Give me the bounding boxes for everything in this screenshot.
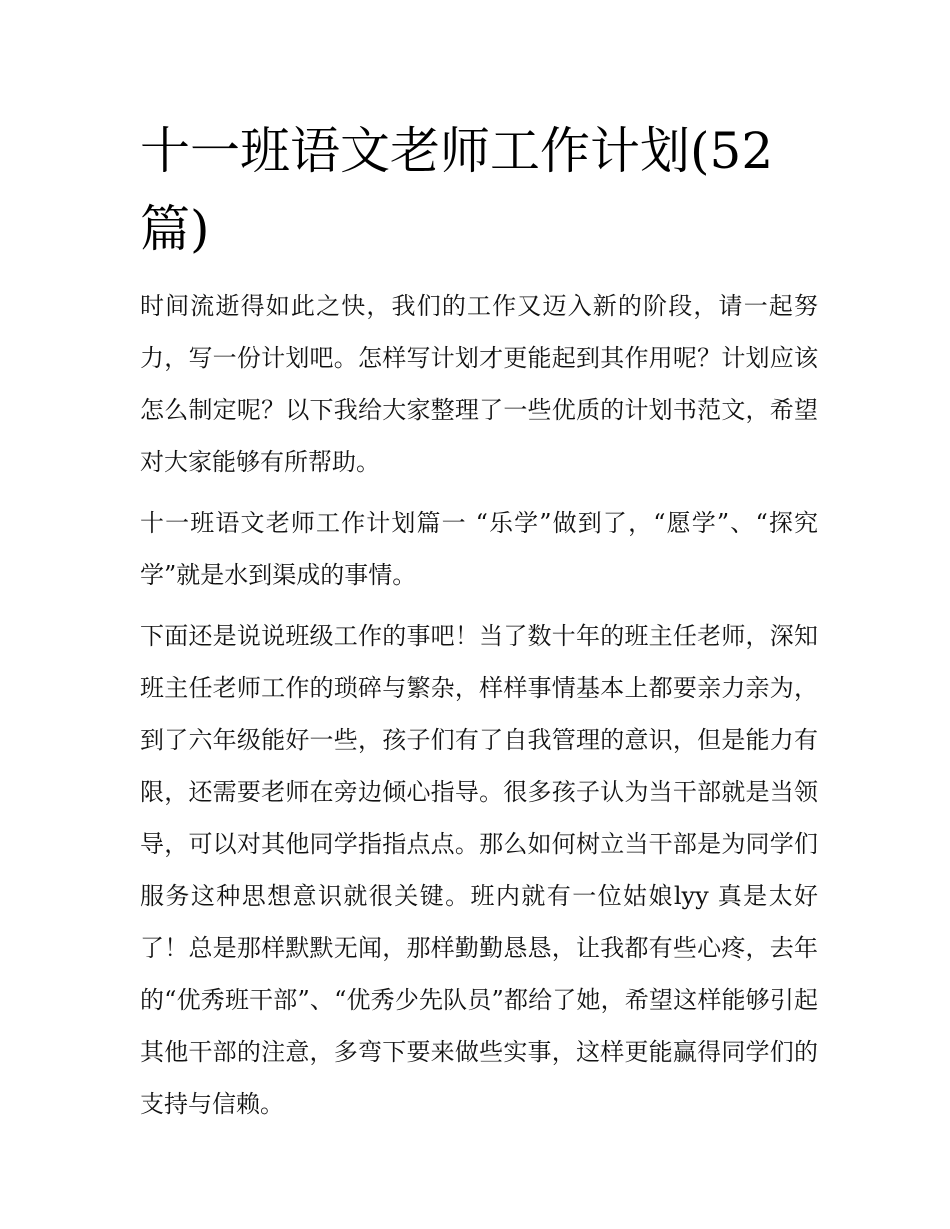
paragraph-intro: 时间流逝得如此之快，我们的工作又迈入新的阶段，请一起努力，写一份计划吧。怎样写计划才更能起到其作用呢？计划应该怎么制定呢？以下我给大家整理了一些优质的计划书范文，希望对大家能够有所帮助。 — [140, 292, 818, 476]
paragraph-chapter-one: 十一班语文老师工作计划篇一 “乐学”做到了，“愿学”、“探究学”就是水到渠成的事情。 — [140, 509, 818, 589]
document-title: 十一班语文老师工作计划(52篇) — [140, 122, 774, 258]
paragraph-class-work: 下面还是说说班级工作的事吧！当了数十年的班主任老师，深知班主任老师工作的琐碎与繁杂，样样事情基本上都要亲力亲为，到了六年级能好一些，孩子们有了自我管理的意识，但是能力有限，还需要老师在旁边倾心指导。很多孩子认为当干部就是当领导，可以对其他同学指指点点。那么如何树立当干部是为同学们服务这种思想意识就很关键。班内就有一位姑娘lyy 真是太好了！总是那样默默无闻，那样勤勤恳恳，让我都有些心疼，去年的“优秀班干部”、“优秀少先队员”都给了她，希望这样能够引起其他干部的注意，多弯下要来做些实事，这样更能赢得同学们的支持与信赖。 — [140, 622, 818, 1118]
document-body — [140, 280, 818, 1139]
